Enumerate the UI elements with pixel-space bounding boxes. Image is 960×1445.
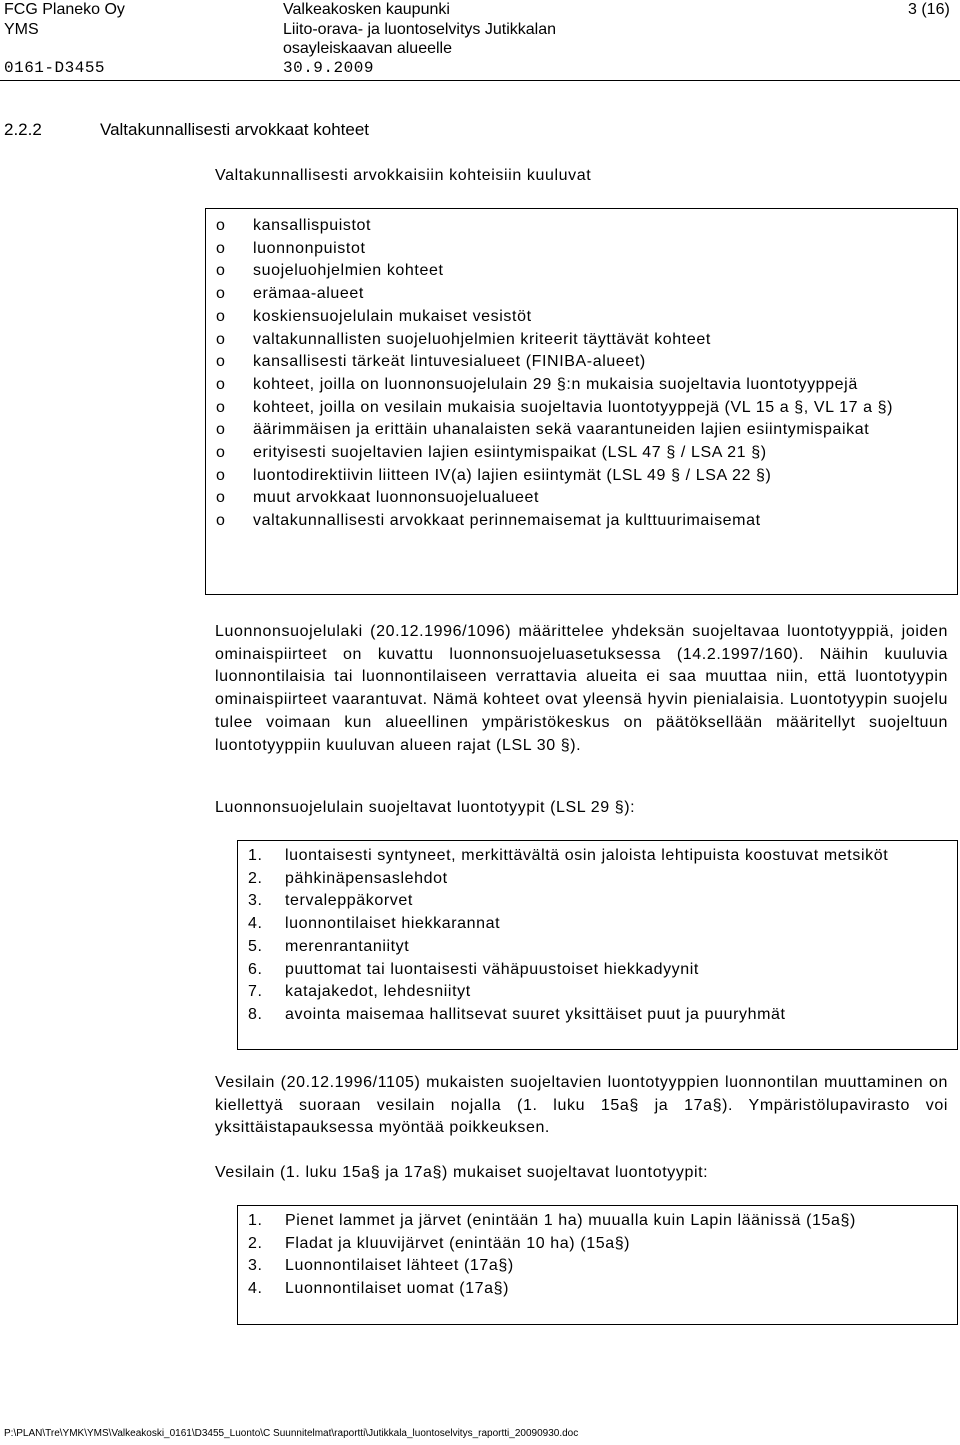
list-item-text: kohteet, joilla on luonnonsuojelulain 29 §:n mukaisia suojeltavia luontotyyppejä [253, 375, 858, 393]
water-habitat-types-list [248, 1210, 949, 1301]
report-title-line2: osayleiskaavan alueelle [283, 40, 452, 57]
client-name: Valkeakosken kaupunki [283, 1, 450, 18]
water-habitat-types-label: Vesilain (1. luku 15a§ ja 17a§) mukaiset suojeltavat luontotyypit: [215, 1164, 709, 1181]
nationally-valuable-list-box [205, 208, 958, 595]
list-item-text: puuttomat tai luontaisesti vähäpuustoiset hiekkadyynit [285, 960, 699, 978]
list-marker: o [216, 307, 226, 325]
list-item-text: muut arvokkaat luonnonsuojelualueet [253, 489, 540, 507]
section-title: Valtakunnallisesti arvokkaat kohteet [100, 120, 370, 139]
unit-name: YMS [4, 21, 39, 38]
section-number: 2.2.2 [4, 120, 42, 139]
list-item [248, 1278, 949, 1301]
list-marker: o [216, 330, 226, 348]
list-item-text: pähkinäpensaslehdot [285, 869, 448, 887]
list-item [216, 442, 949, 465]
list-item [248, 981, 949, 1004]
list-marker: o [216, 512, 226, 530]
list-item [248, 1210, 949, 1233]
list-item [248, 868, 949, 891]
document-date: 30.9.2009 [283, 59, 374, 77]
report-title-line1: Liito-orava- ja luontoselvitys Jutikkalan [283, 21, 557, 38]
list-marker: 3. [248, 1257, 263, 1275]
water-habitat-types-box [237, 1205, 958, 1325]
water-act-paragraph: Vesilain (20.12.1996/1105) mukaisten suojeltavien luontotyyppien luonnontilan muuttaminen on kiellettyä suoraan vesilain nojalla (1. luku 15a§ ja 17a§). Ympäristölupavirasto voi yksittäistapauksessa myöntää poikkeuksen. [215, 1074, 948, 1137]
list-marker: 1. [248, 847, 263, 864]
list-item [216, 351, 949, 374]
list-item [216, 215, 949, 238]
list-item-text: äärimmäisen ja erittäin uhanalaisten sekä vaarantuneiden lajien esiintymispaikat [253, 421, 870, 439]
list-item [216, 238, 949, 261]
list-item [216, 283, 949, 306]
list-item-text: suojeluohjelmien kohteet [253, 262, 444, 280]
list-item-text: erityisesti suojeltavien lajien esiintymispaikat (LSL 47 § / LSA 21 §) [253, 444, 767, 462]
list-marker: o [216, 444, 226, 462]
nature-conservation-paragraph: Luonnonsuojelulaki (20.12.1996/1096) määrittelee yhdeksän suojeltavaa luontotyyppiä, joiden ominaispiirteet on kuvattu luonnonsuojeluasetuksessa (14.2.1997/160). Näihin kuuluvia luonnontilaisia tai luonnontilaiseen verrattavia alueita ei saa muuttaa niin, että luontotyypin ominaispiirteet vaarantuvat. Nämä kohteet ovat yleensä hyvin pienialaisia. Luontotyypin suojelu tulee voimaan kun alueellinen ympäristökeskus on päätöksellään määritellyt suojeltuun luontotyyppiin kuuluvan alueen rajat (LSL 30 §). [215, 623, 948, 754]
document-code: 0161-D3455 [4, 59, 106, 77]
list-item [248, 1255, 949, 1278]
list-item [248, 1233, 949, 1256]
list-item-text: Luonnontilaiset lähteet (17a§) [285, 1257, 514, 1275]
list-item-text: luontaisesti syntyneet, merkittävältä osin jaloista lehtipuista koostuvat metsiköt [285, 847, 889, 864]
list-marker: o [216, 239, 226, 257]
list-marker: 4. [248, 1280, 263, 1298]
file-path-footer: P:\PLAN\Tre\YMK\YMS\Valkeakoski_0161\D3455_Luonto\C Suunnitelmat\raportti\Jutikkala_luontoselvitys_raportti_20090930.doc [4, 1428, 579, 1439]
company-name: FCG Planeko Oy [4, 1, 125, 18]
list-item [248, 959, 949, 982]
list-marker: o [216, 285, 226, 303]
section-intro: Valtakunnallisesti arvokkaisiin kohteisiin kuuluvat [215, 167, 592, 184]
section-heading [4, 118, 369, 142]
list-item [248, 936, 949, 959]
list-marker: o [216, 489, 226, 507]
list-marker: 4. [248, 915, 263, 933]
list-item-text: avointa maisemaa hallitsevat suuret yksittäiset puut ja puuryhmät [285, 1005, 786, 1023]
list-item [248, 890, 949, 913]
list-item [216, 397, 949, 420]
list-marker: o [216, 217, 226, 234]
list-marker: 8. [248, 1005, 263, 1023]
list-marker: 2. [248, 1234, 263, 1252]
nationally-valuable-list [216, 215, 949, 533]
list-item [216, 329, 949, 352]
list-item [216, 374, 949, 397]
list-item-text: Pienet lammet ja järvet (enintään 1 ha) muualla kuin Lapin läänissä (15a§) [285, 1212, 856, 1229]
habitat-types-label: Luonnonsuojelulain suojeltavat luontotyypit (LSL 29 §): [215, 799, 636, 816]
header-divider [0, 80, 960, 81]
list-item-text: Fladat ja kluuvijärvet (enintään 10 ha) (15a§) [285, 1234, 631, 1252]
list-item-text: Luonnontilaiset uomat (17a§) [285, 1280, 510, 1298]
list-marker: 3. [248, 892, 263, 910]
list-item-text: luonnontilaiset hiekkarannat [285, 915, 501, 933]
list-item-text: kansallisesti tärkeät lintuvesialueet (FINIBA-alueet) [253, 353, 646, 371]
page-number: 3 (16) [908, 1, 950, 18]
list-item [216, 260, 949, 283]
list-item-text: kohteet, joilla on vesilain mukaisia suojeltavia luontotyyppejä (VL 15 a §, VL 17 a §) [253, 398, 894, 416]
list-item [216, 465, 949, 488]
list-marker: 5. [248, 937, 263, 955]
list-marker: o [216, 262, 226, 280]
list-marker: o [216, 353, 226, 371]
list-item-text: koskiensuojelulain mukaiset vesistöt [253, 307, 532, 325]
list-item-text: katajakedot, lehdesniityt [285, 983, 471, 1001]
list-item-text: erämaa-alueet [253, 285, 364, 303]
list-item [216, 487, 949, 510]
list-item-text: luontodirektiivin liitteen IV(a) lajien esiintymät (LSL 49 § / LSA 22 §) [253, 466, 772, 484]
list-marker: o [216, 375, 226, 393]
list-marker: 6. [248, 960, 263, 978]
list-item [248, 845, 949, 868]
list-marker: o [216, 421, 226, 439]
list-item-text: tervaleppäkorvet [285, 892, 413, 910]
list-marker: o [216, 398, 226, 416]
list-item [216, 306, 949, 329]
list-item [248, 913, 949, 936]
list-item-text: kansallispuistot [253, 217, 372, 234]
list-item [248, 1004, 949, 1027]
list-marker: 1. [248, 1212, 263, 1229]
list-marker: 2. [248, 869, 263, 887]
list-marker: o [216, 466, 226, 484]
list-item-text: luonnonpuistot [253, 239, 366, 257]
list-item [216, 419, 949, 442]
list-item [216, 510, 949, 533]
protected-habitat-types-box [237, 840, 958, 1050]
protected-habitat-types-list [248, 845, 949, 1027]
list-item-text: merenrantaniityt [285, 937, 410, 955]
list-item-text: valtakunnallisten suojeluohjelmien kriteerit täyttävät kohteet [253, 330, 711, 348]
list-item-text: valtakunnallisesti arvokkaat perinnemaisemat ja kulttuurimaisemat [253, 512, 761, 530]
list-marker: 7. [248, 983, 263, 1001]
